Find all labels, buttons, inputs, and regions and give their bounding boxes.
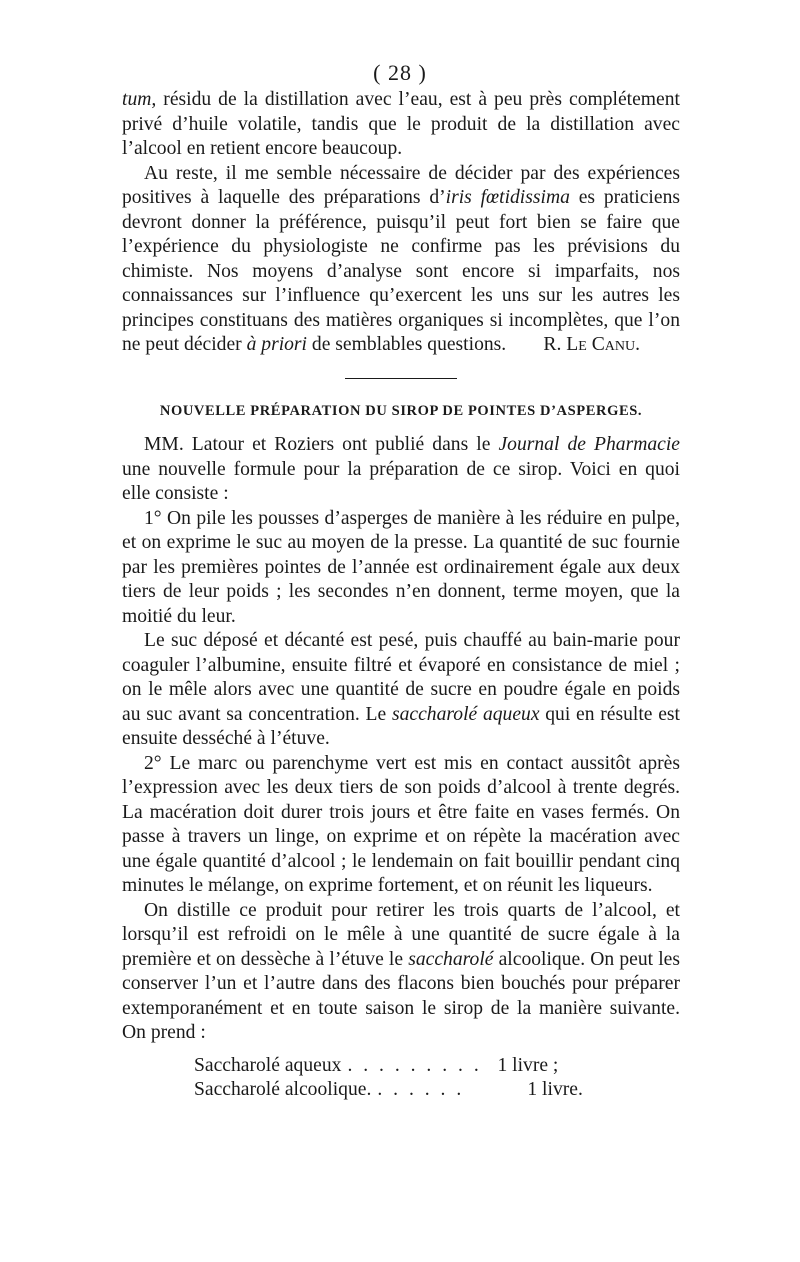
section-divider bbox=[345, 378, 457, 379]
paragraph-3 bbox=[122, 433, 680, 507]
paragraph-text: alcoolique. On peut les conserver l’un et l’autre dans des flacons bien bouchés pour préparer extemporanément et en toute saison le sirop de la manière suivante. On prend : bbox=[122, 948, 680, 1043]
paragraph-text: de semblables questions. bbox=[307, 334, 507, 355]
italic-term: saccharolé bbox=[408, 948, 494, 970]
recipe-quantity: 1 livre ; bbox=[497, 1054, 559, 1076]
recipe-row bbox=[122, 1078, 680, 1103]
italic-term: iris fœtidissima bbox=[445, 187, 570, 208]
recipe-leader-dots: . . . . . . . . . bbox=[347, 1054, 482, 1076]
recipe-quantity: 1 livre. bbox=[527, 1079, 583, 1100]
page-number: ( 28 ) bbox=[373, 60, 427, 85]
recipe-row bbox=[122, 1054, 680, 1079]
paragraph-text: Au reste, il me semble nécessaire de décider par des expériences positives à laquelle des préparations d’ bbox=[122, 162, 680, 208]
paragraph-6: 2° Le marc ou parenchyme vert est mis en contact aussitôt après l’expression avec les deux tiers de son poids d’alcool à trente degrés. La macération doit durer trois jours et être faite en vases fermés. On passe à travers un linge, on exprime et on répète la macération avec une égale quantité d’alcool ; le lendemain on fait bouillir pendant cinq minutes le mélange, on exprime fortement, et on réunit les liqueurs. bbox=[122, 752, 680, 896]
paragraph-1 bbox=[122, 88, 680, 162]
paragraph-text: une nouvelle formule pour la préparation de ce sirop. Voici en quoi elle consiste : bbox=[122, 458, 680, 504]
paragraph-2 bbox=[122, 162, 680, 358]
body-text bbox=[122, 88, 680, 1103]
recipe-list bbox=[122, 1054, 680, 1103]
paragraph-text: es praticiens devront donner la préférence, puisqu’il peut fort bien se faire que l’expérience du physiologiste ne confirme pas les prévisions du chimiste. Nos moyens d’analyse sont encore si imparfaits, nos connaissances sur l’influence qu’exercent les uns sur les autres les principes constituans des matières organiques si incomplètes, que l’on ne peut décider bbox=[122, 187, 680, 355]
author-signature: R. Le Canu. bbox=[543, 334, 640, 355]
paragraph-text: Le suc déposé et décanté est pesé, puis chauffé au bain-marie pour coaguler l’albumine, ensuite filtré et évaporé en consistance de miel ; on le mêle alors avec une quantité de sucre en poudre égale en poids au suc avant sa concentration. Le bbox=[122, 630, 680, 725]
recipe-ingredient: Saccharolé aqueux bbox=[194, 1054, 342, 1076]
italic-term: saccharolé aqueux bbox=[391, 703, 540, 725]
paragraph-text: qui en résulte est ensuite desséché à l’étuve. bbox=[122, 703, 680, 749]
paragraph-7 bbox=[122, 899, 680, 1046]
paragraph-5 bbox=[122, 629, 680, 752]
italic-term: Journal de Pharmacie bbox=[498, 434, 680, 455]
article-title: NOUVELLE PRÉPARATION DU SIROP DE POINTES D’ASPERGES. bbox=[159, 402, 643, 419]
recipe-ingredient: Saccharolé alcoolique. bbox=[194, 1079, 372, 1100]
paragraph-text: On distille ce produit pour retirer les trois quarts de l’alcool, et lorsqu’il est refroidi on le mêle à une quantité de sucre égale à la première et on dessèche à l’étuve le bbox=[122, 899, 680, 970]
recipe-leader-dots: . . . . . . bbox=[377, 1079, 465, 1100]
paragraph-text: résidu de la distillation avec l’eau, est à peu près complétement privé d’huile volatile, tandis que le produit de la distillation avec l’alcool en retient encore beaucoup. bbox=[122, 89, 680, 159]
italic-term: à priori bbox=[246, 334, 308, 355]
paragraph-text: MM. Latour et Roziers ont publié dans le bbox=[144, 434, 499, 455]
italic-word: tum, bbox=[122, 89, 157, 110]
paragraph-4: 1° On pile les pousses d’asperges de manière à les réduire en pulpe, et on exprime le suc au moyen de la presse. La quantité de suc fournie par les premières pointes de l’année est ordinairement égale aux deux tiers de leur poids ; les secondes n’en donnent, terme moyen, que la moitié du leur. bbox=[122, 507, 680, 627]
